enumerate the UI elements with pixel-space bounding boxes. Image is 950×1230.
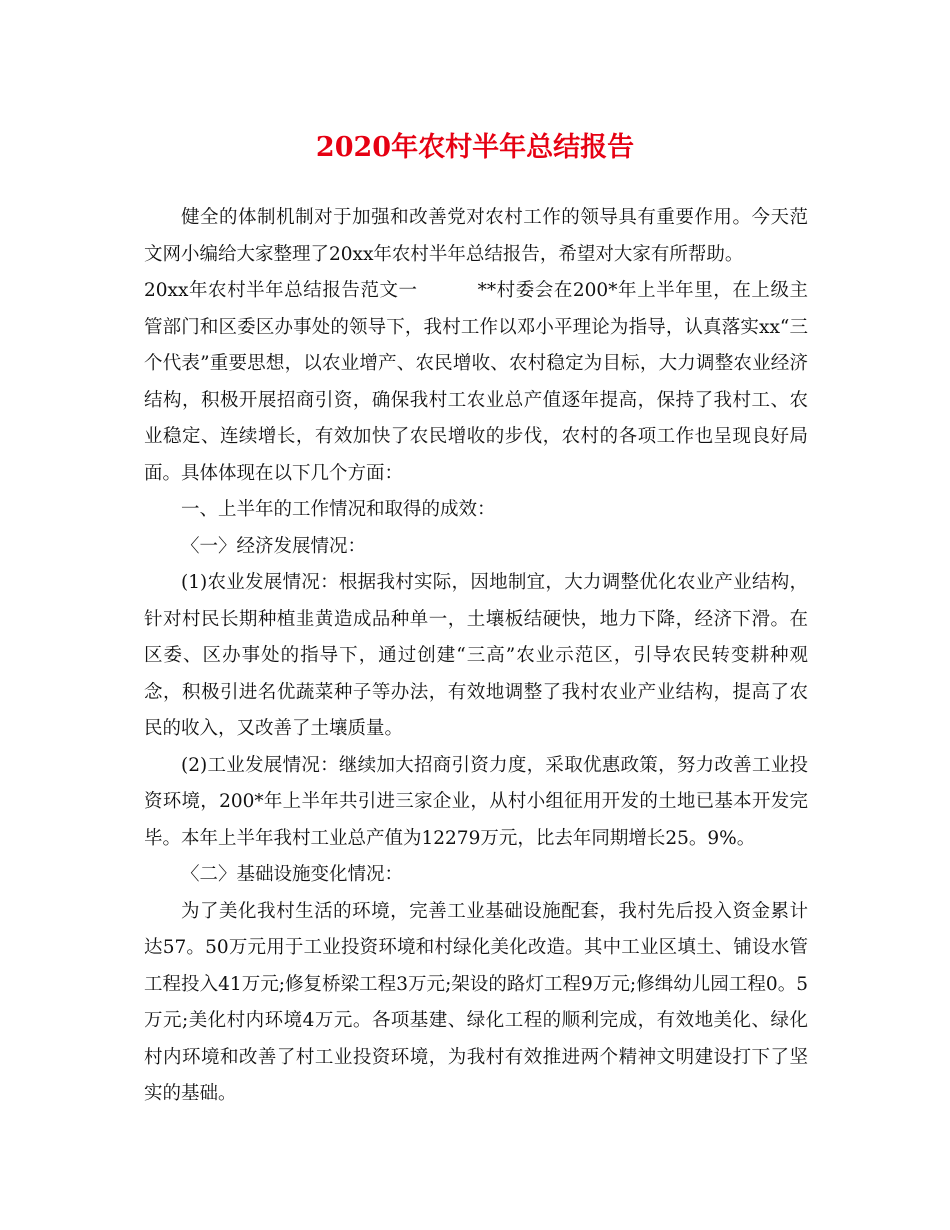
document-title: 2020年农村半年总结报告 <box>315 132 635 163</box>
intro-paragraph: 健全的体制机制对于加强和改善党对农村工作的领导具有重要作用。今天范文网小编给大家整理了20xx年农村半年总结报告，希望对大家有所帮助。 <box>144 207 808 265</box>
document-body <box>144 200 808 1113</box>
subsection-heading-infrastructure: 〈二〉基础设施变化情况： <box>181 864 404 885</box>
section-heading: 一、上半年的工作情况和取得的成效： <box>181 499 496 520</box>
infrastructure-paragraph: 为了美化我村生活的环境，完善工业基础设施配套，我村先后投入资金累计达57。50万元用于工业投资环境和村绿化美化改造。其中工业区填土、铺设水管工程投入41万元;修复桥梁工程3万元;架设的路灯工程9万元;修缉幼儿园工程0。5万元;美化村内环境4万元。各项基建、绿化工程的顺利完成，有效地美化、绿化村内环境和改善了村工业投资环境，为我村有效推进两个精神文明建设打下了坚实的基础。 <box>144 900 808 1104</box>
subsection-heading-economy: 〈一〉经济发展情况： <box>181 535 367 557</box>
sample-opening: **村委会在200*年上半年里，在上级主管部门和区委区办事处的领导下，我村工作以邓小平理论为指导，认真落实xx“三个代表”重要思想，以农业增产、农民增收、农村稳定为目标，大力调整农业经济结构，积极开展招商引资，确保我村工农业总产值逐年提高，保持了我村工、农业稳定、连续增长，有效加快了农民增收的步伐，农村的各项工作也呈现良好局面。具体体现在以下几个方面： <box>144 280 808 484</box>
agriculture-paragraph: (1)农业发展情况：根据我村实际，因地制宜，大力调整优化农业产业结构，针对村民长期种植韭黄造成品种单一，土壤板结硬快，地力下降，经济下滑。在区委、区办事处的指导下，通过创建“三高”农业示范区，引导农民转变耕种观念，积极引进名优蔬菜种子等办法，有效地调整了我村农业产业结构，提高了农民的收入，又改善了土壤质量。 <box>144 572 808 739</box>
sample-heading: 20xx年农村半年总结报告范文一 <box>144 280 418 301</box>
sample-paragraph <box>144 273 808 492</box>
industry-paragraph: (2)工业发展情况：继续加大招商引资力度，采取优惠政策，努力改善工业投资环境，200*年上半年共引进三家企业，从村小组征用开发的土地已基本开发完毕。本年上半年我村工业总产值为12279万元，比去年同期增长25。9%。 <box>144 754 808 849</box>
